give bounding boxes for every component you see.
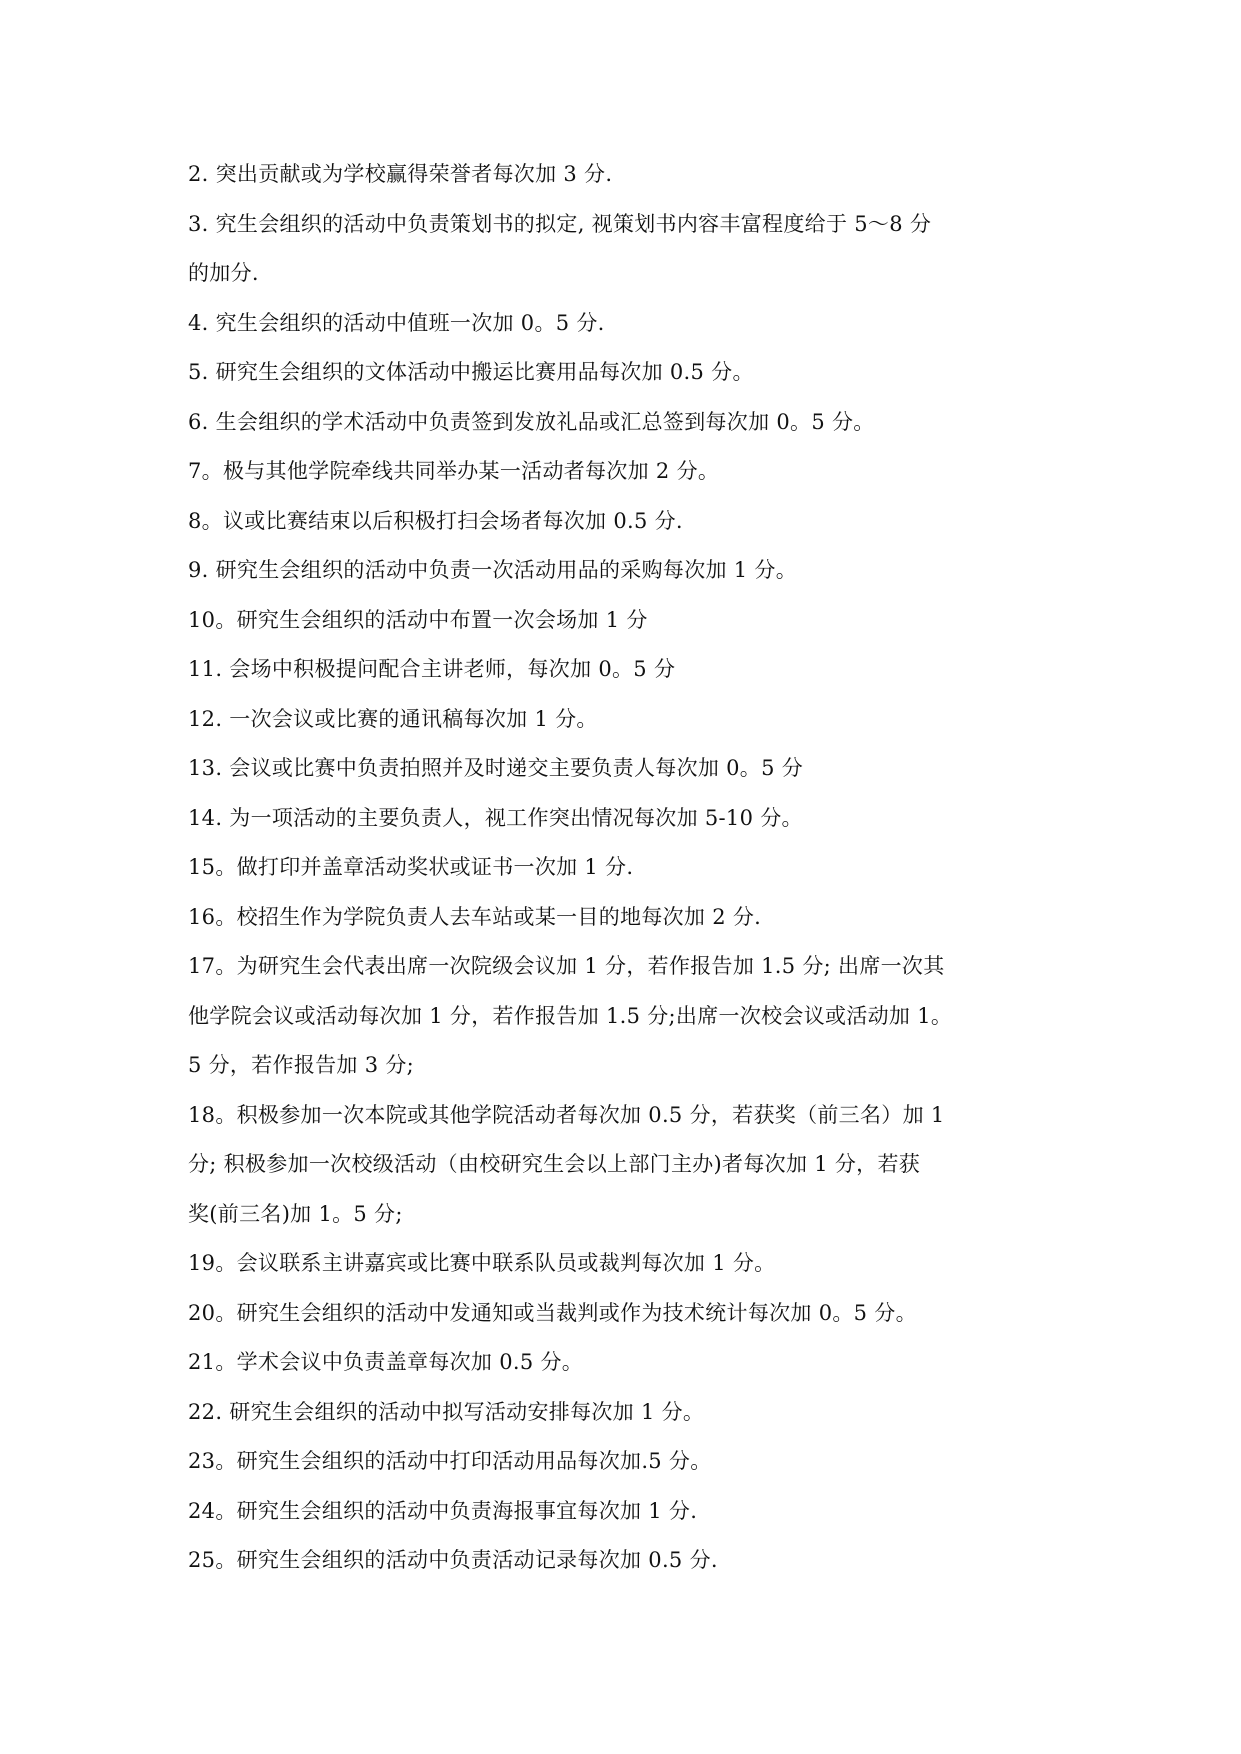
rule-line: 他学院会议或活动每次加 1 分，若作报告加 1.5 分;出席一次校会议或活动加 1。 (188, 1003, 953, 1028)
rule-line: 19。会议联系主讲嘉宾或比赛中联系队员或裁判每次加 1 分。 (188, 1251, 776, 1275)
rule-line: 3. 究生会组织的活动中负责策划书的拟定, 视策划书内容丰富程度给于 5～8 分 (188, 211, 932, 236)
rule-line: 20。研究生会组织的活动中发通知或当裁判或作为技术统计每次加 0。5 分。 (188, 1300, 917, 1325)
rule-line: 22. 研究生会组织的活动中拟写活动安排每次加 1 分。 (188, 1399, 705, 1424)
rule-line: 2. 突出贡献或为学校赢得荣誉者每次加 3 分. (188, 162, 613, 186)
rule-line: 9. 研究生会组织的活动中负责一次活动用品的采购每次加 1 分。 (188, 558, 798, 582)
rules-list (188, 150, 1068, 1586)
rule-line: 5. 研究生会组织的文体活动中搬运比赛用品每次加 0.5 分。 (188, 360, 754, 384)
rule-line: 7。极与其他学院牵线共同举办某一活动者每次加 2 分。 (188, 459, 720, 483)
rule-line: 10。研究生会组织的活动中布置一次会场加 1 分 (188, 607, 648, 632)
rule-line: 24。研究生会组织的活动中负责海报事宜每次加 1 分. (188, 1498, 698, 1523)
rule-line: 4. 究生会组织的活动中值班一次加 0。5 分. (188, 310, 605, 335)
rule-line: 分; 积极参加一次校级活动（由校研究生会以上部门主办)者每次加 1 分，若获 (188, 1152, 921, 1176)
rule-line: 8。议或比赛结束以后积极打扫会场者每次加 0.5 分. (188, 508, 683, 533)
rule-line: 5 分，若作报告加 3 分; (188, 1053, 415, 1077)
rule-line: 11. 会场中积极提问配合主讲老师，每次加 0。5 分 (188, 657, 676, 681)
rule-line: 16。校招生作为学院负责人去车站或某一目的地每次加 2 分. (188, 904, 762, 929)
rule-line: 12. 一次会议或比赛的通讯稿每次加 1 分。 (188, 706, 598, 731)
rule-line: 14. 为一项活动的主要负责人，视工作突出情况每次加 5-10 分。 (188, 805, 803, 830)
rule-line: 13. 会议或比赛中负责拍照并及时递交主要负责人每次加 0。5 分 (188, 756, 804, 780)
rule-line: 21。学术会议中负责盖章每次加 0.5 分。 (188, 1350, 584, 1374)
rule-line: 17。为研究生会代表出席一次院级会议加 1 分，若作报告加 1.5 分; 出席一次其 (188, 954, 945, 978)
rule-line: 奖(前三名)加 1。5 分; (188, 1201, 403, 1226)
rule-line: 18。积极参加一次本院或其他学院活动者每次加 0.5 分，若获奖（前三名）加 1 (188, 1102, 945, 1127)
rule-line: 15。做打印并盖章活动奖状或证书一次加 1 分. (188, 855, 634, 879)
rule-line: 的加分. (188, 261, 259, 285)
rule-line: 23。研究生会组织的活动中打印活动用品每次加.5 分。 (188, 1449, 712, 1473)
rule-line: 25。研究生会组织的活动中负责活动记录每次加 0.5 分. (188, 1548, 718, 1572)
rule-line: 6. 生会组织的学术活动中负责签到发放礼品或汇总签到每次加 0。5 分。 (188, 409, 875, 434)
